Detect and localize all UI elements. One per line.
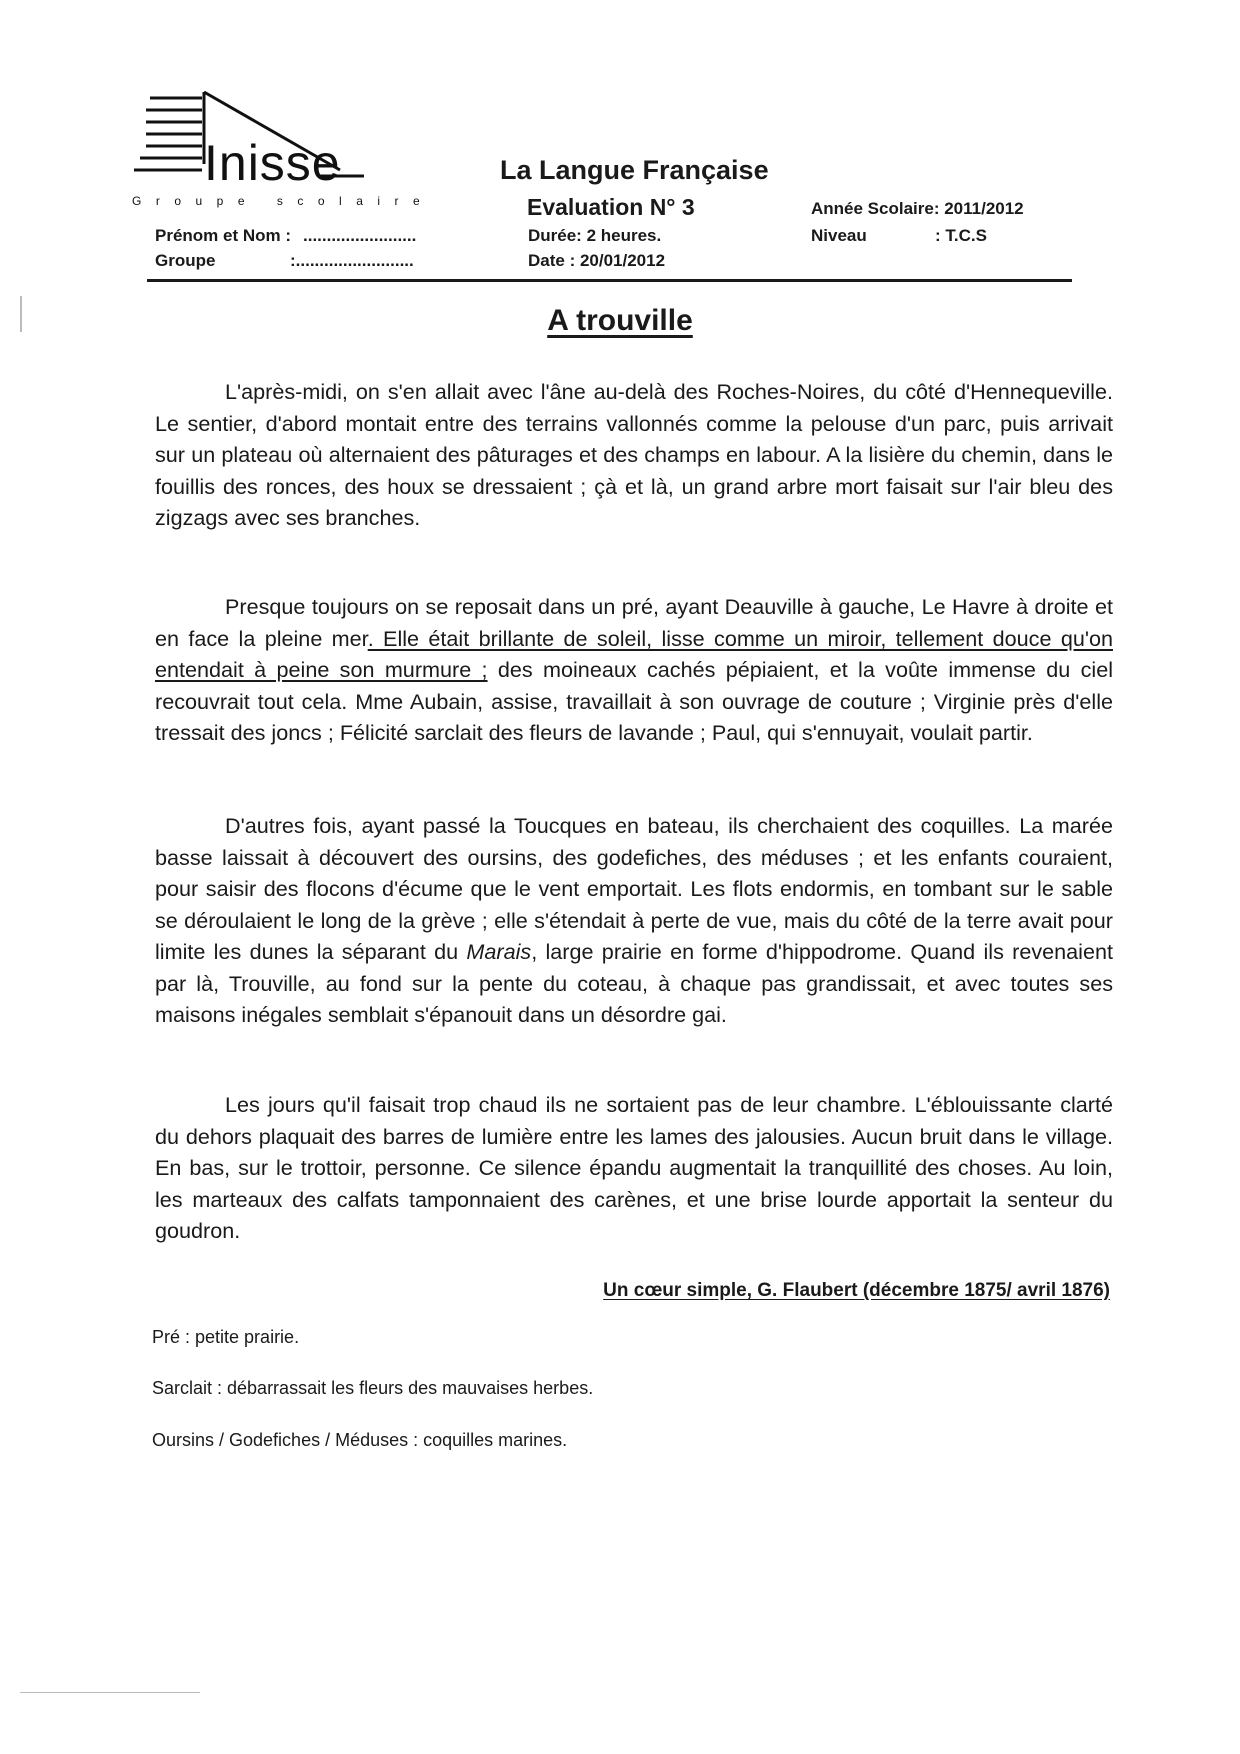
source-citation: Un cœur simple, G. Flaubert (décembre 1875/ avril 1876) [603,1280,1110,1301]
paragraph-3: D'autres fois, ayant passé la Toucques en bateau, ils cherchaient des coquilles. La marée basse laissait à découvert des oursins, des godefiches, des méduses ; et les enfants couraient, pour saisir des flocons d'écume que le vent emportait. Les flots endormis, en tombant sur le sable se déroulaient le long de la grève ; elle s'étendait à perte de vue, mais du côté de la terre avait pour limite les dunes la séparant du Marais, large prairie en forme d'hippodrome. Quand ils revenaient par là, Trouville, au fond sur la pente du coteau, à chaque pas grandissait, et avec toutes ses maisons inégales semblait s'épanouit dans un désordre gai. [155,813,1113,1027]
paragraph-2: Presque toujours on se reposait dans un pré, ayant Deauville à gauche, Le Havre à droite et en face la pleine mer. Elle était brillante de soleil, lisse comme un miroir, tellement douce qu'on entendait à peine son murmure ; des moineaux cachés pépiaient, et la voûte immense du ciel recouvrait tout cela. Mme Aubain, assise, travaillait à son ouvrage de couture ; Virginie près d'elle tressait des joncs ; Félicité sarclait des fleurs de lavande ; Paul, qui s'ennuyait, voulait partir. [155,594,1113,745]
underlined-passage: . Elle était brillante de soleil, lisse comme un miroir, tellement douce qu'on entendait à peine son murmure ; [155,625,1113,682]
glossary-item: Oursins / Godefiches / Méduses : coquilles marines. [152,1430,568,1450]
logo-subtitle: Groupe scolaire [132,194,435,208]
text-title: A trouville [547,304,693,337]
paragraph-4: Les jours qu'il faisait trop chaud ils ne sortaient pas de leur chambre. L'éblouissante clarté du dehors plaquait des barres de lumière entre les lames des jalousies. Aucun bruit dans le village. En bas, sur le trottoir, personne. Ce silence épandu augmentait la tranquillité des choses. Au loin, les marteaux des calfats tamponnaient des carènes, et une brise lourde apportait la senteur du goudron. [155,1092,1113,1243]
subject-title: La Langue Française [500,155,769,185]
exam-date: Date : 20/01/2012 [528,251,666,270]
school-logo [132,86,435,208]
level-value: : T.C.S [935,226,987,245]
evaluation-number: Evaluation N° 3 [527,194,695,220]
group-value: :......................... [290,251,414,270]
logo-wordmark: Inisse [204,135,341,191]
name-value: ........................ [303,226,417,245]
italic-word: Marais [466,939,532,964]
header-divider [147,279,1072,282]
glossary-item: Pré : petite prairie. [152,1327,300,1347]
group-label: Groupe [155,251,216,270]
school-year: Année Scolaire: 2011/2012 [811,199,1024,218]
scan-mark [20,1692,200,1693]
glossary-item: Sarclait : débarrassait les fleurs des mauvaises herbes. [152,1378,594,1398]
exam-duration: Durée: 2 heures. [528,226,662,245]
paragraph-1: L'après-midi, on s'en allait avec l'âne au-delà des Roches-Noires, du côté d'Hennequeville. Le sentier, d'abord montait entre des terrains vallonnés comme la pelouse d'un parc, puis arrivait sur un plateau où alternaient des pâturages et des champs en labour. A la lisière du chemin, dans le fouillis des ronces, des houx se dressaient ; çà et là, un grand arbre mort faisait sur l'air bleu des zigzags avec ses branches. [155,379,1113,530]
level-label: Niveau [811,226,867,245]
scan-mark [20,296,22,332]
name-label: Prénom et Nom : [155,226,292,245]
